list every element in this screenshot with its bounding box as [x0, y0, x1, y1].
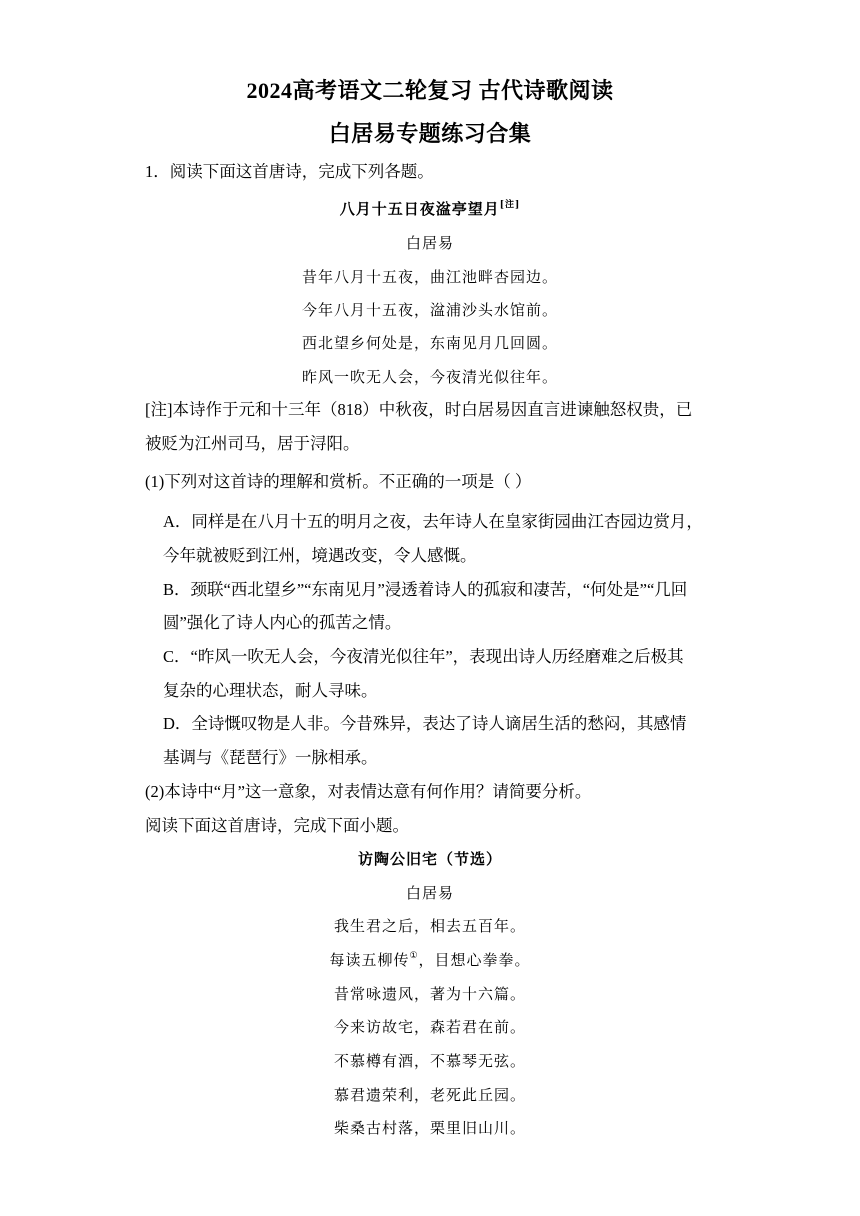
question-1-intro: 1．阅读下面这首唐诗，完成下列各题。	[145, 162, 434, 181]
poem-2-line: 昔常咏遗风，著为十六篇。	[333, 985, 526, 1003]
poem-1-author: 白居易	[405, 234, 454, 252]
option-a: A．同样是在八月十五的明月之夜，去年诗人在皇家街园曲江杏园边赏月，	[163, 512, 703, 531]
poem-2-line: 今来访故宅，森若君在前。	[333, 1018, 526, 1036]
option-c: C．“昨风一吹无人会，今夜清光似往年”，表现出诗人历经磨难之后极其	[163, 647, 684, 666]
poem-2-author: 白居易	[405, 884, 454, 902]
poem-1-line: 昔年八月十五夜，曲江池畔杏园边。	[301, 268, 558, 286]
poem-1-note-continued: 被贬为江州司马，居于浔阳。	[145, 434, 360, 453]
document-title: 2024高考语文二轮复习 古代诗歌阅读	[246, 78, 614, 103]
poem-2-line: 慕君遗荣利，老死此丘园。	[333, 1086, 526, 1104]
poem-2-line: 不慕樽有酒，不慕琴无弦。	[333, 1052, 526, 1070]
poem-2-line-tail: ，目想心拳拳。	[418, 951, 531, 969]
option-c-continued: 复杂的心理状态，耐人寻味。	[163, 681, 378, 700]
poem-2-line: 柴桑古村落，栗里旧山川。	[333, 1119, 526, 1137]
poem-1-title	[0, 198, 860, 220]
option-b-continued: 圆”强化了诗人内心的孤苦之情。	[163, 613, 402, 632]
option-d-continued: 基调与《琵琶行》一脉相承。	[163, 748, 378, 767]
option-a-continued: 今年就被贬到江州，境遇改变，令人感慨。	[163, 546, 477, 565]
poem-2-note-marker: ①	[409, 951, 419, 961]
document-subtitle: 白居易专题练习合集	[328, 121, 532, 146]
poem-1-line: 西北望乡何处是，东南见月几回圆。	[301, 334, 558, 352]
poem-2-line-text: 每读五柳传	[329, 951, 410, 969]
option-b: B．颈联“西北望乡”“东南见月”浸透着诗人的孤寂和凄苦，“何处是”“几回	[163, 580, 688, 599]
poem-1-note: [注]本诗作于元和十三年（818）中秋夜，时白居易因直言进谏触怒权贵，已	[145, 400, 693, 419]
poem-1-line: 今年八月十五夜，湓浦沙头水馆前。	[301, 301, 558, 319]
option-d: D．全诗慨叹物是人非。今昔殊异，表达了诗人谪居生活的愁闷，其感情	[163, 714, 687, 733]
poem-1-line: 昨风一吹无人会，今夜清光似往年。	[301, 368, 558, 386]
poem-2-line: 我生君之后，相去五百年。	[333, 917, 526, 935]
sub-question-2: (2)本诗中“月”这一意象，对表情达意有何作用？请简要分析。	[145, 782, 592, 801]
poem-1-title-text: 八月十五日夜湓亭望月	[339, 200, 500, 218]
poem-1-note-marker: [注]	[499, 200, 521, 210]
poem-2-title: 访陶公旧宅（节选）	[357, 850, 502, 868]
poem-2-line	[0, 949, 860, 971]
question-2-intro: 阅读下面这首唐诗，完成下面小题。	[145, 816, 409, 835]
sub-question-1: (1)下列对这首诗的理解和赏析。不正确的一项是（ ）	[145, 472, 532, 491]
